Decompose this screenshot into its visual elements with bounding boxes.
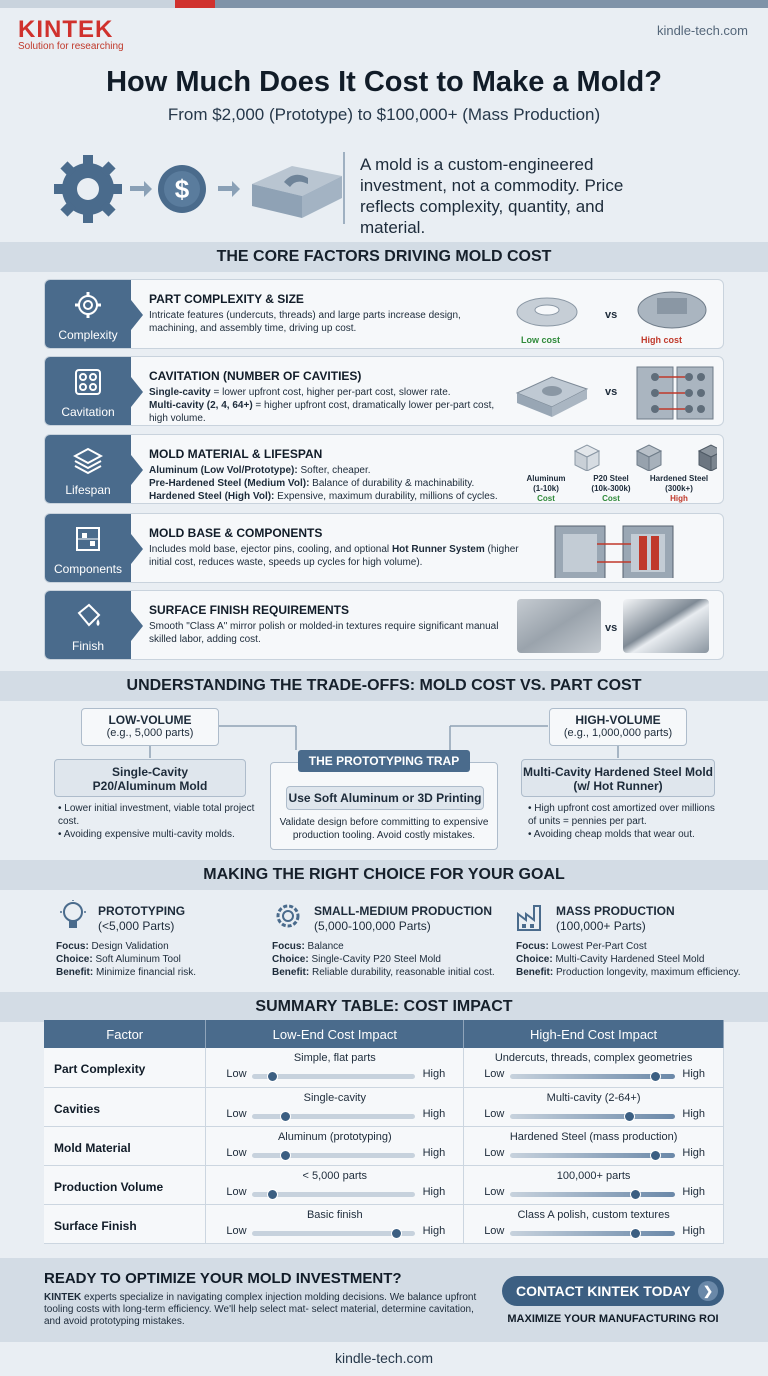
low-cost-label: Low cost: [521, 335, 561, 345]
factor-description: Smooth "Class A" mirror polish or molded-in textures require significant manual skilled labor, adding cost.: [149, 621, 499, 645]
cta-body: KINTEK experts specialize in navigating complex injection molding decisions. We balance upfront tooling costs with long-term efficiency. We'll help select mat- select material, determine cavitation, and avoid prototyping mistakes.: [44, 1292, 477, 1327]
impact-scale: [252, 1114, 415, 1119]
factor-title: MOLD MATERIAL & LIFESPAN: [149, 447, 323, 461]
scale-low-label: Low: [484, 1107, 505, 1120]
impact-text: Class A polish, custom textures: [517, 1208, 670, 1221]
impact-scale: [510, 1153, 675, 1158]
high-impact-cell: [464, 1048, 723, 1086]
scale-low-label: Low: [484, 1146, 505, 1159]
impact-text: 100,000+ parts: [556, 1169, 631, 1182]
factor-name: Surface Finish: [54, 1218, 137, 1233]
page-title: How Much Does It Cost to Make a Mold?: [106, 66, 662, 98]
impact-text: < 5,000 parts: [302, 1169, 368, 1182]
mold-block-icon: [252, 166, 342, 218]
cavitation-comparison-image: [507, 363, 717, 421]
components-icon: [73, 524, 103, 554]
impact-marker: [280, 1150, 291, 1161]
table-row: [44, 1048, 724, 1087]
impact-marker: [650, 1071, 661, 1082]
low-volume-box: LOW-VOLUME (e.g., 5,000 parts): [81, 708, 219, 746]
col-header: Low-End Cost Impact: [206, 1020, 464, 1048]
goals-heading: MAKING THE RIGHT CHOICE FOR YOUR GOAL: [0, 860, 768, 890]
impact-scale: [510, 1192, 675, 1197]
impact-marker: [267, 1189, 278, 1200]
factor-card-cavitation: [44, 356, 724, 426]
scale-low-label: Low: [226, 1185, 247, 1198]
kintek-logo[interactable]: KINTEK: [18, 16, 114, 43]
high-volume-mold: Multi-Cavity Hardened Steel Mold (w/ Hot Runner): [521, 759, 715, 797]
col-header: High-End Cost Impact: [464, 1020, 724, 1048]
impact-text: Multi-cavity (2-64+): [546, 1091, 641, 1104]
site-url-bottom[interactable]: kindle-tech.com: [334, 1350, 434, 1366]
scale-high-label: High: [682, 1224, 705, 1237]
material-p20-label: P20 Steel (10k-300k) Cost: [591, 474, 631, 503]
table-row: [44, 1165, 724, 1204]
prototyping-trap-title: THE PROTOTYPING TRAP: [298, 750, 470, 772]
scale-high-label: High: [682, 1068, 705, 1080]
scale-low-label: Low: [226, 1068, 247, 1080]
summary-heading: SUMMARY TABLE: COST IMPACT: [0, 992, 768, 1022]
low-volume-mold: Single-Cavity P20/Aluminum Mold: [54, 759, 246, 797]
mold-base-image: [507, 520, 717, 578]
scale-low-label: Low: [484, 1224, 505, 1237]
material-aluminum-label: Aluminum (1-10k) Cost: [526, 474, 566, 503]
factory-icon: [516, 900, 550, 934]
impact-scale: [252, 1192, 415, 1197]
arrow-right-icon: [130, 181, 152, 197]
top-accent-bar: [0, 0, 768, 8]
factor-card-finish: [44, 590, 724, 660]
layers-icon: [73, 445, 103, 475]
factor-title: PART COMPLEXITY & SIZE: [149, 292, 304, 306]
factor-name: Production Volume: [54, 1179, 164, 1194]
low-impact-cell: [206, 1166, 463, 1204]
cavities-icon: [73, 367, 103, 397]
scale-low-label: Low: [484, 1185, 505, 1198]
factor-tab-label: Finish: [71, 639, 104, 653]
col-header: Factor: [44, 1020, 206, 1048]
vs-label: vs: [605, 622, 618, 634]
lightbulb-icon: [60, 900, 90, 934]
page-subtitle: From $2,000 (Prototype) to $100,000+ (Mass Production): [167, 105, 601, 124]
tradeoffs-heading: UNDERSTANDING THE TRADE-OFFS: MOLD COST VS. PART COST: [0, 671, 768, 701]
impact-text: Undercuts, threads, complex geometries: [494, 1052, 693, 1064]
prototyping-trap-solution: Use Soft Aluminum or 3D Printing: [286, 786, 484, 810]
high-volume-box: HIGH-VOLUME (e.g., 1,000,000 parts): [549, 708, 687, 746]
gear-icon: [272, 900, 306, 934]
impact-text: Basic finish: [306, 1208, 363, 1221]
scale-high-label: High: [682, 1107, 705, 1120]
svg-text:$: $: [174, 174, 190, 204]
material-hardened-label: Hardened Steel (300k+) High: [649, 474, 709, 503]
scale-low-label: Low: [226, 1224, 247, 1237]
hero-process-illustration: [52, 152, 352, 226]
logo-tagline: Solution for researching: [18, 41, 124, 52]
finish-comparison-image: [507, 597, 717, 655]
factor-tab: [45, 357, 131, 426]
impact-scale: [252, 1231, 415, 1236]
cta-heading: READY TO OPTIMIZE YOUR MOLD INVESTMENT?: [44, 1270, 402, 1287]
high-volume-bullets: • High upfront cost amortized over millions of units = pennies per part. • Avoiding cheap molds that wear out.: [528, 803, 715, 840]
factor-title: CAVITATION (NUMBER OF CAVITIES): [149, 369, 362, 383]
gear-icon: [73, 290, 103, 320]
factor-title: MOLD BASE & COMPONENTS: [149, 526, 323, 540]
table-row: [44, 1126, 724, 1165]
low-impact-cell: [206, 1127, 463, 1165]
dollar-icon: [158, 165, 206, 213]
high-impact-cell: [464, 1166, 723, 1204]
impact-text: Aluminum (prototyping): [277, 1130, 392, 1143]
factor-tab: [45, 280, 131, 349]
chevron-right-icon: ❯: [698, 1281, 718, 1301]
contact-button[interactable]: CONTACT KINTEK TODAY ❯: [502, 1276, 724, 1306]
impact-text: Single-cavity: [303, 1091, 366, 1104]
divider: [343, 152, 345, 224]
impact-marker: [624, 1111, 635, 1122]
impact-scale: [510, 1114, 675, 1119]
impact-marker: [630, 1189, 641, 1200]
factor-name: Cavities: [54, 1101, 101, 1116]
factor-tab-label: Lifespan: [65, 483, 111, 497]
factor-title: SURFACE FINISH REQUIREMENTS: [149, 603, 350, 617]
factor-card-lifespan: [44, 434, 724, 504]
low-impact-cell: [206, 1205, 463, 1243]
intro-text: A mold is a custom-engineered investment, not a commodity. Price reflects complexity, quantity, and material.: [360, 155, 624, 237]
table-row: [44, 1087, 724, 1126]
scale-high-label: High: [422, 1107, 446, 1120]
impact-marker: [391, 1228, 402, 1239]
paint-bucket-icon: [73, 601, 103, 631]
impact-marker: [280, 1111, 291, 1122]
scale-high-label: High: [422, 1185, 446, 1198]
low-impact-cell: [206, 1048, 463, 1086]
factor-tab-label: Cavitation: [61, 405, 115, 419]
impact-marker: [267, 1071, 278, 1082]
impact-marker: [630, 1228, 641, 1239]
factor-tab-label: Complexity: [58, 328, 118, 342]
impact-text: Hardened Steel (mass production): [509, 1130, 678, 1143]
summary-table: [44, 1020, 724, 1244]
table-row: [44, 1204, 724, 1243]
factor-card-complexity: [44, 279, 724, 349]
site-url-top[interactable]: kindle-tech.com: [656, 23, 748, 38]
high-impact-cell: [464, 1205, 723, 1243]
impact-scale: [252, 1153, 415, 1158]
high-cost-label: High cost: [641, 335, 683, 345]
impact-scale: [510, 1231, 675, 1236]
scale-low-label: Low: [226, 1146, 247, 1159]
factor-name: Part Complexity: [54, 1062, 146, 1076]
factor-name: Mold Material: [54, 1140, 131, 1155]
factor-tab: [45, 435, 131, 504]
arrow-right-icon: [218, 181, 240, 197]
scale-high-label: High: [682, 1185, 705, 1198]
factor-description: Single-cavity = lower upfront cost, higher per-part cost, slower rate. Multi-cavity (2, 4, 64+) = higher upfront cost, dramatically lower per-part cost, high volume.: [149, 387, 495, 424]
impact-text: Simple, flat parts: [293, 1052, 376, 1064]
impact-scale: [510, 1074, 675, 1079]
vs-label: vs: [605, 386, 618, 398]
low-impact-cell: [206, 1088, 463, 1126]
material-cubes-image: [507, 441, 717, 471]
factor-tab: [45, 514, 131, 583]
low-volume-bullets: • Lower initial investment, viable total project cost. • Avoiding expensive multi-cavity molds.: [58, 803, 255, 840]
factor-description: Includes mold base, ejector pins, cooling, and optional Hot Runner System (higher initial cost, reduces waste, speeds up cycles for high volume).: [149, 544, 519, 568]
gear-icon: [54, 155, 122, 223]
factor-card-components: [44, 513, 724, 583]
vs-label: vs: [605, 309, 618, 321]
high-impact-cell: [464, 1127, 723, 1165]
scale-high-label: High: [682, 1146, 705, 1159]
cta-subtext: MAXIMIZE YOUR MANUFACTURING ROI: [507, 1313, 719, 1325]
factor-description: Aluminum (Low Vol/Prototype): Softer, cheaper. Pre-Hardened Steel (Medium Vol): Balance of durability & machinability. Hardened Steel (High Vol): Expensive, maximum durability, millions of cycles.: [149, 465, 498, 502]
scale-high-label: High: [422, 1068, 446, 1080]
prototyping-trap-description: Validate design before committing to expensive production tooling. Avoid costly mistakes.: [279, 817, 489, 841]
scale-high-label: High: [422, 1146, 446, 1159]
high-impact-cell: [464, 1088, 723, 1126]
core-factors-heading: THE CORE FACTORS DRIVING MOLD COST: [0, 242, 768, 272]
scale-high-label: High: [422, 1224, 446, 1237]
factor-description: Intricate features (undercuts, threads) and large parts increase design, machining, and assembly time, driving up cost.: [149, 310, 461, 334]
factor-tab: [45, 591, 131, 660]
factor-tab-label: Components: [53, 562, 123, 576]
impact-scale: [252, 1074, 415, 1079]
impact-marker: [650, 1150, 661, 1161]
scale-low-label: Low: [226, 1107, 247, 1120]
scale-low-label: Low: [484, 1068, 505, 1080]
